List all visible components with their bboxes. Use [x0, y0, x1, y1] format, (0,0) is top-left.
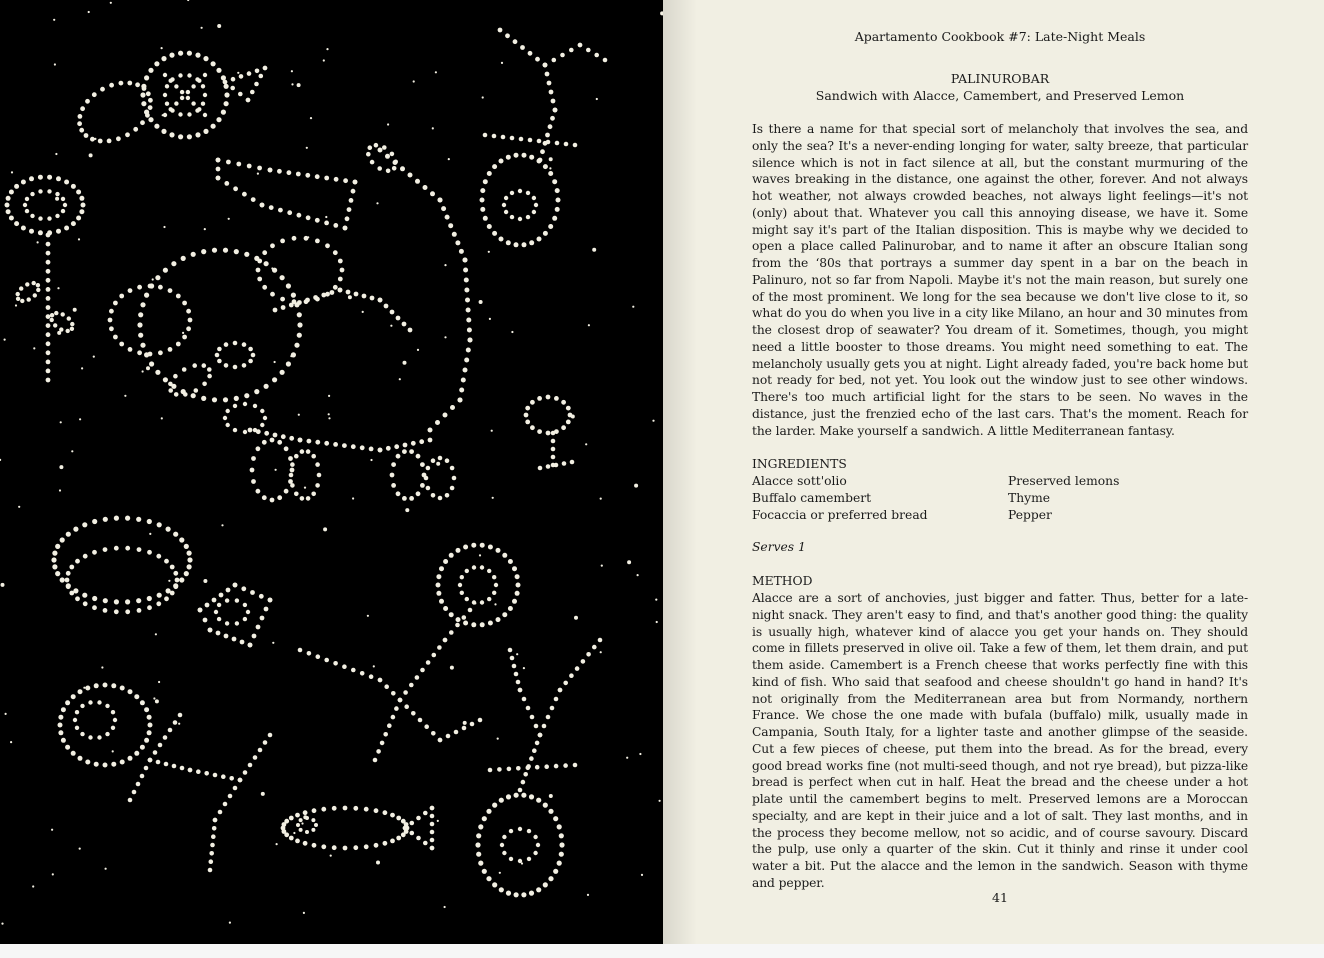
serves-note: Serves 1	[752, 540, 806, 554]
ingredients-column-1	[752, 473, 928, 523]
text-page	[663, 0, 1324, 944]
ingredient-item: Pepper	[1008, 507, 1052, 522]
illustration-page	[0, 0, 663, 944]
gutter-shadow	[663, 0, 697, 944]
recipe-title: PALINUROBAR	[950, 71, 1050, 86]
ingredient-item: Alacce sott'olio	[752, 474, 847, 488]
ingredient-item: Preserved lemons	[1008, 474, 1120, 488]
ingredient-item: Focaccia or preferred bread	[752, 507, 928, 522]
method-heading: METHOD	[752, 574, 813, 588]
method-paragraph: Alacce are a sort of anchovies, just bigger and fatter. Thus, better for a late-night snack. They aren't easy to find, and that's another good thing: the quality is usually high, whatever kind of alacce you get your hands on. They should come in fillets preserved in olive oil. Take a few of them, let them drain, and put them aside. Camembert is a French cheese that works perfectly fine with this kind of fish. Who said that seafood and cheese shouldn't go hand in hand? It's not originally from the Mediterranean area but from Normandy, northern France. We chose the one made with bufala (buffalo) milk, usually made in Campania, South Italy, for a lighter taste and another glimpse of the seaside. Cut a few pieces of cheese, put them into the bread. As for the bread, every good bread works fine (not multi-seed though, and not rye bread), but pizza-like bread is perfect when cut in half. Heat the bread and the cheese under a hot plate until the camembert begins to melt. Preserved lemons are a Moroccan specialty, and are kept in their juice and a lot of salt. They last months, and in the process they become mellow, not so acidic, and of course savoury. Discard the pulp, use only a quarter of the skin. Cut it thinly and rinse it under cool water a bit. Put the alacce and the lemon in the sandwich. Season with thyme and pepper.	[752, 591, 1248, 890]
page-number: 41	[992, 890, 1008, 905]
ingredient-item: Buffalo camembert	[752, 490, 872, 505]
running-head: Apartamento Cookbook #7: Late-Night Meals	[854, 29, 1146, 44]
ingredient-item: Thyme	[1008, 490, 1051, 505]
dotted-constellation-illustration	[0, 0, 663, 944]
ingredients-heading: INGREDIENTS	[752, 457, 847, 471]
dotted-figures	[5, 28, 608, 898]
intro-paragraph: Is there a name for that special sort of melancholy that involves the sea, and only the sea? It's a never-ending longing for water, salty breeze, that particular silence which is not in fact silence at all, but the constant murmuring of the waves breaking in the distance, one against the other, forever. And not always hot weather, not always crowded beaches, not always light feelings—it's not (only) about that. Whatever you call this annoying disease, we have it. Some might say it's part of the Italian disposition. This is maybe why we decided to open a place called Palinurobar, and to name it after an obscure Italian song from the ‘80s that portrays a summer day spent in a bar on the beach in Palinuro, not so far from Napoli. Maybe it's not the main reason, but surely one of the most prominent. We long for the sea because we don't live close to it, so what do you do when you live in a city like Milano, an hour and 30 minutes from the closest drop of seawater? You dream of it. Sometimes, though, you might need a little booster to those dreams. You might need something to eat. The melancholy usually gets you at night. Light already faded, you're back home but not ready for bed, not yet. You look out the window just to see other windows. There's too much artificial light for the stars to be seen. No waves in the distance, just the frenzied echo of the last cars. That's the moment. Reach for the larder. Make yourself a sandwich. A little Mediterranean fantasy.	[752, 122, 1248, 438]
bottom-strip	[0, 944, 1324, 958]
recipe-subtitle: Sandwich with Alacce, Camembert, and Preserved Lemon	[815, 88, 1185, 103]
ingredients-column-2	[1008, 473, 1119, 523]
